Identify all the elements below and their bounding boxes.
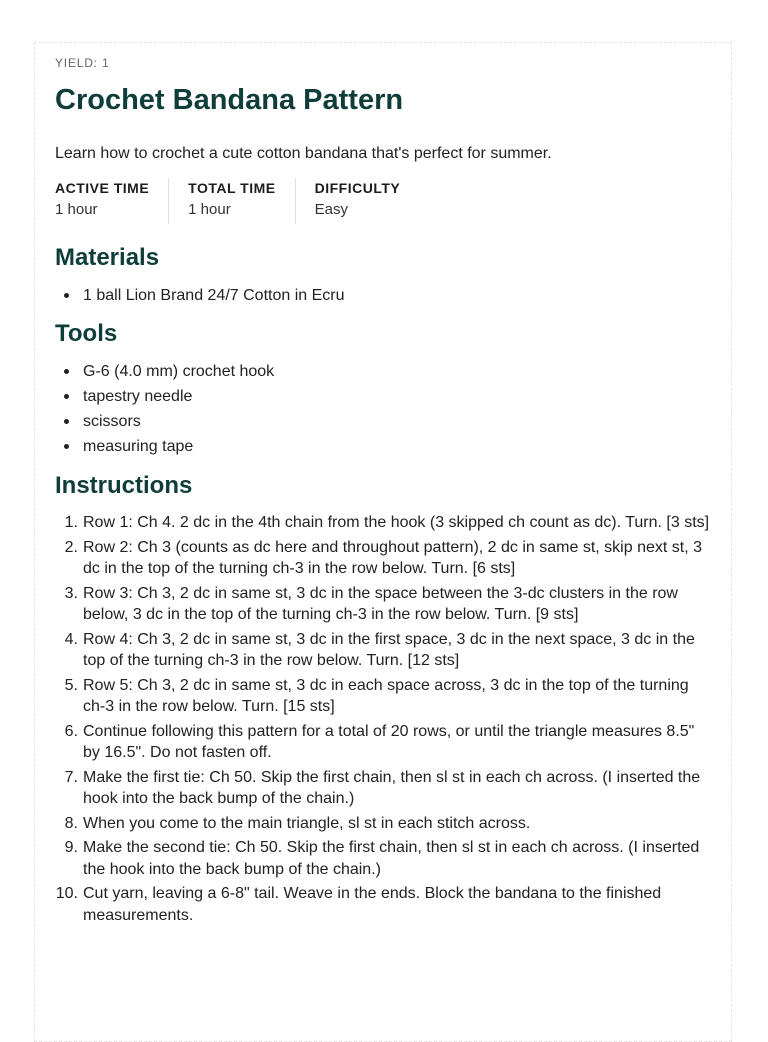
tools-heading: Tools xyxy=(55,320,118,347)
list-item xyxy=(55,384,274,409)
step-number: 2. xyxy=(64,538,78,556)
list-item xyxy=(55,813,715,835)
meta-label: ACTIVE TIME xyxy=(55,180,150,196)
materials-heading: Materials xyxy=(55,244,160,271)
list-item xyxy=(55,359,274,384)
meta-total-time xyxy=(188,178,295,224)
list-item xyxy=(55,512,715,534)
step-number: 1. xyxy=(64,514,78,531)
step-text: Row 2: Ch 3 (counts as dc here and throughout pattern), 2 dc in same st, skip next st, 3 dc in the top of the turning ch-3 in the row below. Turn. [6 sts] xyxy=(83,538,702,577)
tool-item: measuring tape xyxy=(83,438,194,455)
list-item xyxy=(55,837,715,880)
bullet-icon xyxy=(64,419,69,424)
list-item xyxy=(55,883,715,926)
meta-value: 1 hour xyxy=(188,201,231,218)
materials-list xyxy=(55,283,345,308)
step-number: 5. xyxy=(64,676,78,694)
page-title: Crochet Bandana Pattern xyxy=(55,84,404,116)
list-item xyxy=(55,583,715,626)
meta-difficulty xyxy=(315,178,420,224)
step-number: 9. xyxy=(64,839,78,856)
step-text: Make the second tie: Ch 50. Skip the first chain, then sl st in each ch across. (I inserted the hook into the back bump of the chain.) xyxy=(83,839,700,878)
list-item xyxy=(55,721,715,764)
meta-label: TOTAL TIME xyxy=(188,180,276,196)
list-item xyxy=(55,283,345,308)
step-text: Row 1: Ch 4. 2 dc in the 4th chain from the hook (3 skipped ch count as dc). Turn. [3 sts] xyxy=(83,514,710,531)
tool-item: tapestry needle xyxy=(83,388,193,405)
list-item xyxy=(55,767,715,810)
meta-label: DIFFICULTY xyxy=(314,180,401,196)
step-text: Row 3: Ch 3, 2 dc in same st, 3 dc in the space between the 3-dc clusters in the row below, 3 dc in the top of the turning ch-3 in the row below. Turn. [9 sts] xyxy=(83,584,678,623)
tool-item: G-6 (4.0 mm) crochet hook xyxy=(83,363,275,380)
list-item xyxy=(55,434,274,459)
material-item: 1 ball Lion Brand 24/7 Cotton in Ecru xyxy=(83,287,345,304)
recipe-description: Learn how to crochet a cute cotton bandana that's perfect for summer. xyxy=(55,145,552,162)
step-text: Cut yarn, leaving a 6-8" tail. Weave in the ends. Block the bandana to the finished measurements. xyxy=(83,885,662,924)
bullet-icon xyxy=(64,293,69,298)
step-number: 8. xyxy=(64,814,78,832)
list-item xyxy=(55,629,715,672)
instructions-list xyxy=(55,512,715,929)
step-text: Make the first tie: Ch 50. Skip the first chain, then sl st in each ch across. (I inserted the hook into the back bump of the chain.) xyxy=(83,768,701,807)
yield-label: YIELD: 1 xyxy=(55,56,110,70)
instructions-heading: Instructions xyxy=(55,472,193,499)
recipe-meta xyxy=(55,178,438,224)
step-number: 4. xyxy=(64,630,78,648)
meta-active-time xyxy=(55,178,169,224)
tool-item: scissors xyxy=(83,413,141,430)
bullet-icon xyxy=(64,394,69,399)
bullet-icon xyxy=(64,369,69,374)
list-item xyxy=(55,675,715,718)
bullet-icon xyxy=(64,444,69,449)
tools-list xyxy=(55,359,274,459)
list-item xyxy=(55,537,715,580)
step-number: 3. xyxy=(64,584,78,602)
step-number: 7. xyxy=(64,768,78,786)
step-text: Row 4: Ch 3, 2 dc in same st, 3 dc in the first space, 3 dc in the next space, 3 dc in the top of the turning ch-3 in the row below. Turn. [12 sts] xyxy=(83,630,695,669)
step-text: When you come to the main triangle, sl st in each stitch across. xyxy=(83,814,531,832)
list-item xyxy=(55,409,274,434)
step-text: Continue following this pattern for a total of 20 rows, or until the triangle measures 8.5" by 16.5". Do not fasten off. xyxy=(83,722,695,761)
meta-value: 1 hour xyxy=(55,201,98,218)
step-number: 10. xyxy=(55,885,78,902)
meta-value: Easy xyxy=(314,201,348,218)
step-number: 6. xyxy=(64,722,78,740)
step-text: Row 5: Ch 3, 2 dc in same st, 3 dc in each space across, 3 dc in the top of the turning ch-3 in the row below. Turn. [15 sts] xyxy=(83,676,689,715)
